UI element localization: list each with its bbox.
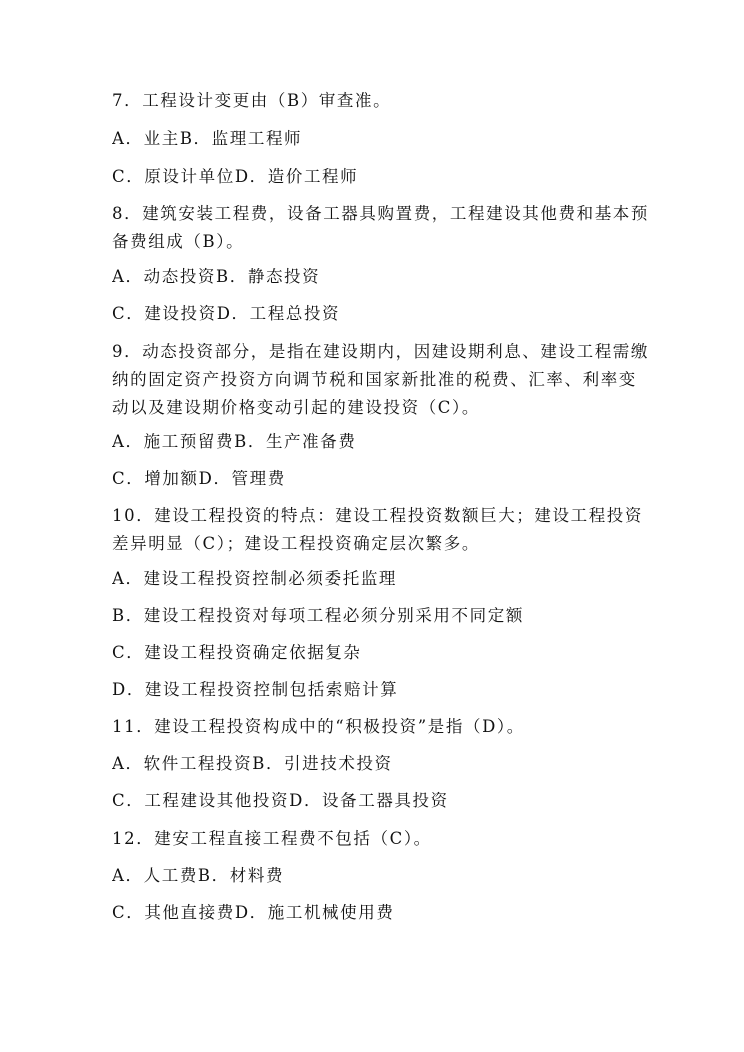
question-10-stem bbox=[112, 502, 642, 558]
question-10-option-a: A．建设工程投资控制必须委托监理 bbox=[112, 569, 398, 588]
question-12-options-cd: C．其他直接费D．施工机械使用费 bbox=[112, 903, 395, 922]
question-11-options-ab: A．软件工程投资B．引进技术投资 bbox=[112, 754, 393, 773]
question-8-options-ab: A．动态投资B．静态投资 bbox=[112, 267, 321, 286]
question-9-stem-line-3: 动以及建设期价格变动引起的建设投资（C）。 bbox=[112, 398, 480, 417]
question-10-stem-line-1: 10．建设工程投资的特点：建设工程投资数额巨大；建设工程投资 bbox=[112, 506, 643, 525]
question-12-options-ab: A．人工费B．材料费 bbox=[112, 866, 285, 885]
question-7-stem: 7．工程设计变更由（B）审查准。 bbox=[112, 91, 392, 110]
question-9-stem-line-1: 9．动态投资部分，是指在建设期内，因建设期利息、建设工程需缴 bbox=[112, 342, 649, 361]
question-10-option-b: B．建设工程投资对每项工程必须分别采用不同定额 bbox=[112, 606, 524, 625]
question-8-stem-line-2: 备费组成（B）。 bbox=[112, 232, 245, 251]
question-8-stem bbox=[112, 200, 649, 256]
question-8-stem-line-1: 8．建筑安装工程费，设备工器具购置费，工程建设其他费和基本预 bbox=[112, 204, 649, 223]
question-12-stem: 12．建安工程直接工程费不包括（C）。 bbox=[112, 829, 432, 848]
question-9-options-cd: C．增加额D．管理费 bbox=[112, 469, 286, 488]
question-7-options-cd: C．原设计单位D．造价工程师 bbox=[112, 167, 359, 186]
question-10-stem-line-2: 差异明显（C）；建设工程投资确定层次繁多。 bbox=[112, 534, 480, 553]
question-11-stem: 11．建设工程投资构成中的“积极投资”是指（D）。 bbox=[112, 717, 525, 736]
question-9-stem-line-2: 纳的固定资产投资方向调节税和国家新批准的税费、汇率、利率变 bbox=[112, 370, 637, 389]
question-9-stem bbox=[112, 338, 649, 422]
question-11-options-cd: C．工程建设其他投资D．设备工器具投资 bbox=[112, 791, 449, 810]
question-9-options-ab: A．施工预留费B．生产准备费 bbox=[112, 432, 357, 451]
question-7-options-ab: A．业主B．监理工程师 bbox=[112, 129, 303, 148]
question-10-option-c: C．建设工程投资确定依据复杂 bbox=[112, 643, 362, 662]
question-8-options-cd: C．建设投资D．工程总投资 bbox=[112, 304, 341, 323]
question-10-option-d: D．建设工程投资控制包括索赔计算 bbox=[112, 680, 399, 699]
